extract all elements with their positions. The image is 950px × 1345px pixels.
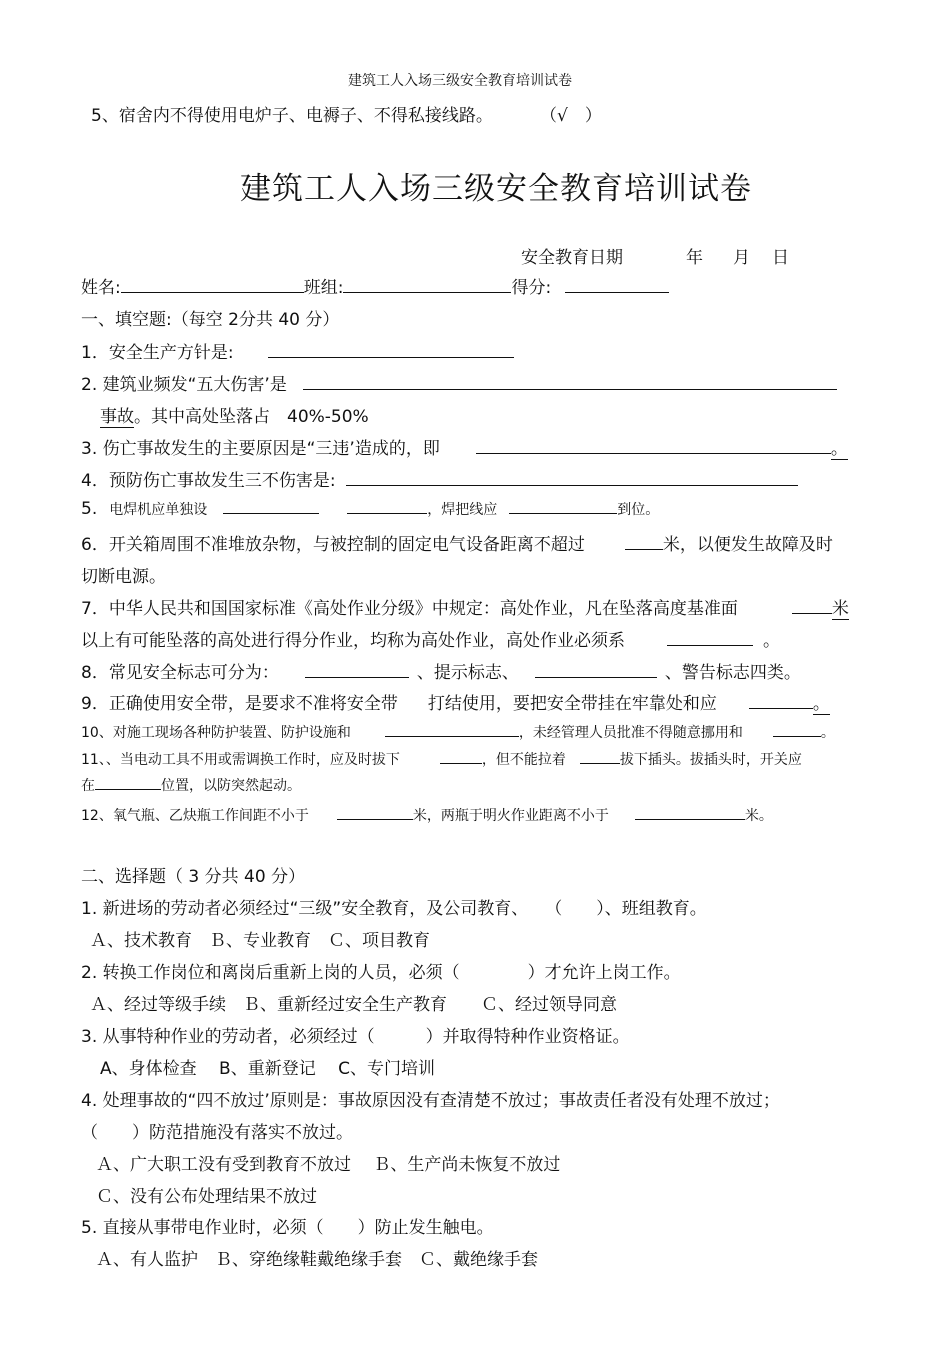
name-blank[interactable] [121, 277, 304, 293]
s1-q10-blank-1[interactable] [385, 721, 519, 737]
s1-q11-text-b: ，但不能拉着 [481, 752, 566, 768]
s1-q9-text-a: 9．正确使用安全带，是要求不准将安全带 [81, 694, 398, 714]
s1-q1-text: 1．安全生产方针是: [81, 343, 234, 363]
date-label: 安全教育日期 [521, 248, 623, 268]
s1-question-1 [81, 338, 514, 363]
s1-q11-text-a: 11、、当电动工具不用或需调换工作时，应及时拔下 [81, 752, 400, 768]
s1-q5-blank-2[interactable] [347, 498, 427, 514]
s1-q8-text-c: 、警告标志四类。 [664, 663, 801, 683]
s1-question-11 [81, 748, 802, 769]
s2-question-5: 5. 直接从事带电作业时，必须（ ）防止发生触电。 [81, 1218, 494, 1238]
s1-q11-cont [81, 774, 301, 795]
s1-q6-text-a: 6．开关箱周围不准堆放杂物，与被控制的固定电气设备距离不超过 [81, 535, 585, 555]
s1-q9-blank[interactable] [749, 693, 813, 709]
s1-question-2-cont [100, 402, 369, 427]
s1-q7-text-b: 以上有可能坠落的高处进行得分作业，均称为高处作业，高处作业必须系 [81, 631, 625, 651]
section1-heading: 一、填空题:（每空 2分共 40 分） [81, 310, 340, 330]
s1-question-5 [81, 498, 659, 519]
s1-q7-cont [81, 626, 780, 651]
s1-q2-underlined: 事故 [100, 407, 134, 427]
score-blank[interactable] [565, 277, 669, 293]
s2-q1-options: Ａ、技术教育 Ｂ、专业教育 Ｃ、项目教育 [90, 931, 430, 951]
document-title: 建筑工人入场三级安全教育培训试卷 [240, 171, 752, 207]
s1-q3-text: 3. 伤亡事故发生的主要原因是“三违’造成的，即 [81, 439, 440, 459]
group-label: 班组: [303, 278, 344, 298]
s2-q2-options: Ａ、经过等级手续 Ｂ、重新经过安全生产教育 Ｃ、经过领导同意 [90, 995, 617, 1015]
s1-q1-blank[interactable] [268, 342, 514, 358]
s1-q3-end: 。 [830, 439, 848, 459]
s1-q5-text-b: ，焊把线应 [427, 502, 498, 518]
s1-q9-text-b: 打结使用，要把安全带挂在牢靠处和应 [427, 694, 717, 714]
carryover-text: 5、宿舍内不得使用电炉子、电褥子、不得私接线路。 [91, 106, 493, 126]
s1-q11-text-e: 位置，以防突然起动。 [161, 778, 301, 794]
s1-q10-text-a: 10、对施工现场各种防护装置、防护设施和 [81, 725, 351, 741]
s1-q12-blank-2[interactable] [635, 804, 745, 820]
score-label: 得分: [511, 278, 552, 298]
s1-q5-num: 5. [81, 499, 98, 519]
s1-q10-blank-2[interactable] [773, 721, 821, 737]
s2-question-4: 4. 处理事故的“四不放过’原则是：事故原因没有查清楚不放过；事故责任者没有处理不放过； [81, 1091, 780, 1111]
s1-q8-blank-1[interactable] [305, 662, 409, 678]
s1-q6-blank[interactable] [625, 534, 663, 550]
s1-q6-cont: 切断电源。 [81, 567, 166, 587]
section2-heading: 二、选择题（ 3 分共 40 分） [81, 867, 306, 887]
s1-question-10 [81, 721, 835, 742]
s1-q4-blank[interactable] [346, 470, 798, 486]
s1-q9-end: 。 [812, 694, 830, 714]
s1-q7-text-a: 7．中华人民共和国国家标准《高处作业分级》中规定：高处作业，凡在坠落高度基准面 [81, 599, 738, 619]
s1-q11-blank-2[interactable] [580, 748, 620, 764]
running-header: 建筑工人入场三级安全教育培训试卷 [348, 73, 572, 89]
s1-q11-blank-3[interactable] [95, 774, 161, 790]
day-label: 日 [772, 248, 789, 268]
s1-q7-blank-2[interactable] [667, 630, 753, 646]
s1-q5-blank-1[interactable] [223, 498, 319, 514]
s1-q7-end: 。 [763, 631, 780, 651]
s1-q7-blank-1[interactable] [792, 598, 832, 614]
s1-question-4 [81, 466, 798, 491]
s1-question-7 [81, 594, 849, 619]
s1-q11-blank-1[interactable] [440, 748, 482, 764]
s2-question-1: 1. 新进场的劳动者必须经过“三级”安全教育，及公司教育、 （ ）、班组教育。 [81, 899, 707, 919]
carryover-question [91, 101, 493, 126]
s1-q11-text-d: 在 [81, 778, 95, 794]
s1-question-2 [81, 370, 837, 395]
s1-q7-unit: 米 [831, 599, 849, 619]
s1-q12-text-c: 米。 [744, 808, 773, 824]
s1-q12-text-b: 米，两瓶于明火作业距离不小于 [412, 808, 609, 824]
s1-q6-text-b: 米，以便发生故障及时 [662, 535, 833, 555]
s1-q12-text-a: 12、氧气瓶、乙炔瓶工作间距不小于 [81, 808, 309, 824]
group-blank[interactable] [343, 277, 511, 293]
s2-question-3: 3. 从事特种作业的劳动者，必须经过（ ）并取得特种作业资格证。 [81, 1027, 630, 1047]
s1-q5-blank-3[interactable] [509, 498, 617, 514]
s1-question-9 [81, 689, 830, 714]
s1-q2-blank[interactable] [303, 374, 837, 390]
s1-q8-text-b: 、提示标志、 [416, 663, 519, 683]
s1-q5-text-a: 电焊机应单独设 [109, 502, 208, 518]
s1-q4-text: 4．预防伤亡事故发生三不伤害是: [81, 471, 336, 491]
s1-q8-blank-2[interactable] [535, 662, 657, 678]
s2-q5-options: Ａ、有人监护 Ｂ、穿绝缘鞋戴绝缘手套 Ｃ、戴绝缘手套 [96, 1250, 538, 1270]
s1-q2-text: 2. 建筑业频发“五大伤害’是 [81, 375, 287, 395]
s2-q4-options-1: Ａ、广大职工没有受到教育不放过 Ｂ、生产尚未恢复不放过 [96, 1155, 561, 1175]
s1-q5-text-c: 到位。 [617, 502, 660, 518]
s1-q2-note: 。其中高处坠落占 40%-50% [134, 407, 369, 427]
name-label: 姓名: [81, 278, 121, 298]
s1-question-6 [81, 530, 833, 555]
s2-q3-options: A、身体检查 B、重新登记 C、专门培训 [100, 1059, 435, 1079]
carryover-answer: （√ ） [540, 106, 602, 126]
s2-question-2: 2. 转换工作岗位和离岗后重新上岗的人员，必须（ ）才允许上岗工作。 [81, 963, 681, 983]
name-field[interactable] [81, 273, 669, 298]
s1-q12-blank-1[interactable] [337, 804, 413, 820]
s1-question-12 [81, 804, 773, 825]
s1-q8-text-a: 8．常见安全标志可分为： [81, 663, 279, 683]
s1-q11-text-c: 拔下插头。拔插头时，开关应 [619, 752, 802, 768]
s1-q10-text-b: ，未经管理人员批准不得随意挪用和 [518, 725, 743, 741]
s1-question-3 [81, 434, 848, 459]
year-label: 年 [686, 248, 703, 268]
month-label: 月 [733, 248, 750, 268]
s2-q4-cont: （ ）防范措施没有落实不放过。 [81, 1123, 353, 1143]
s2-q4-options-2: Ｃ、没有公布处理结果不放过 [96, 1187, 317, 1207]
s1-q10-end: 。 [820, 725, 835, 741]
s1-question-8 [81, 658, 801, 683]
s1-q3-blank[interactable] [476, 438, 831, 454]
